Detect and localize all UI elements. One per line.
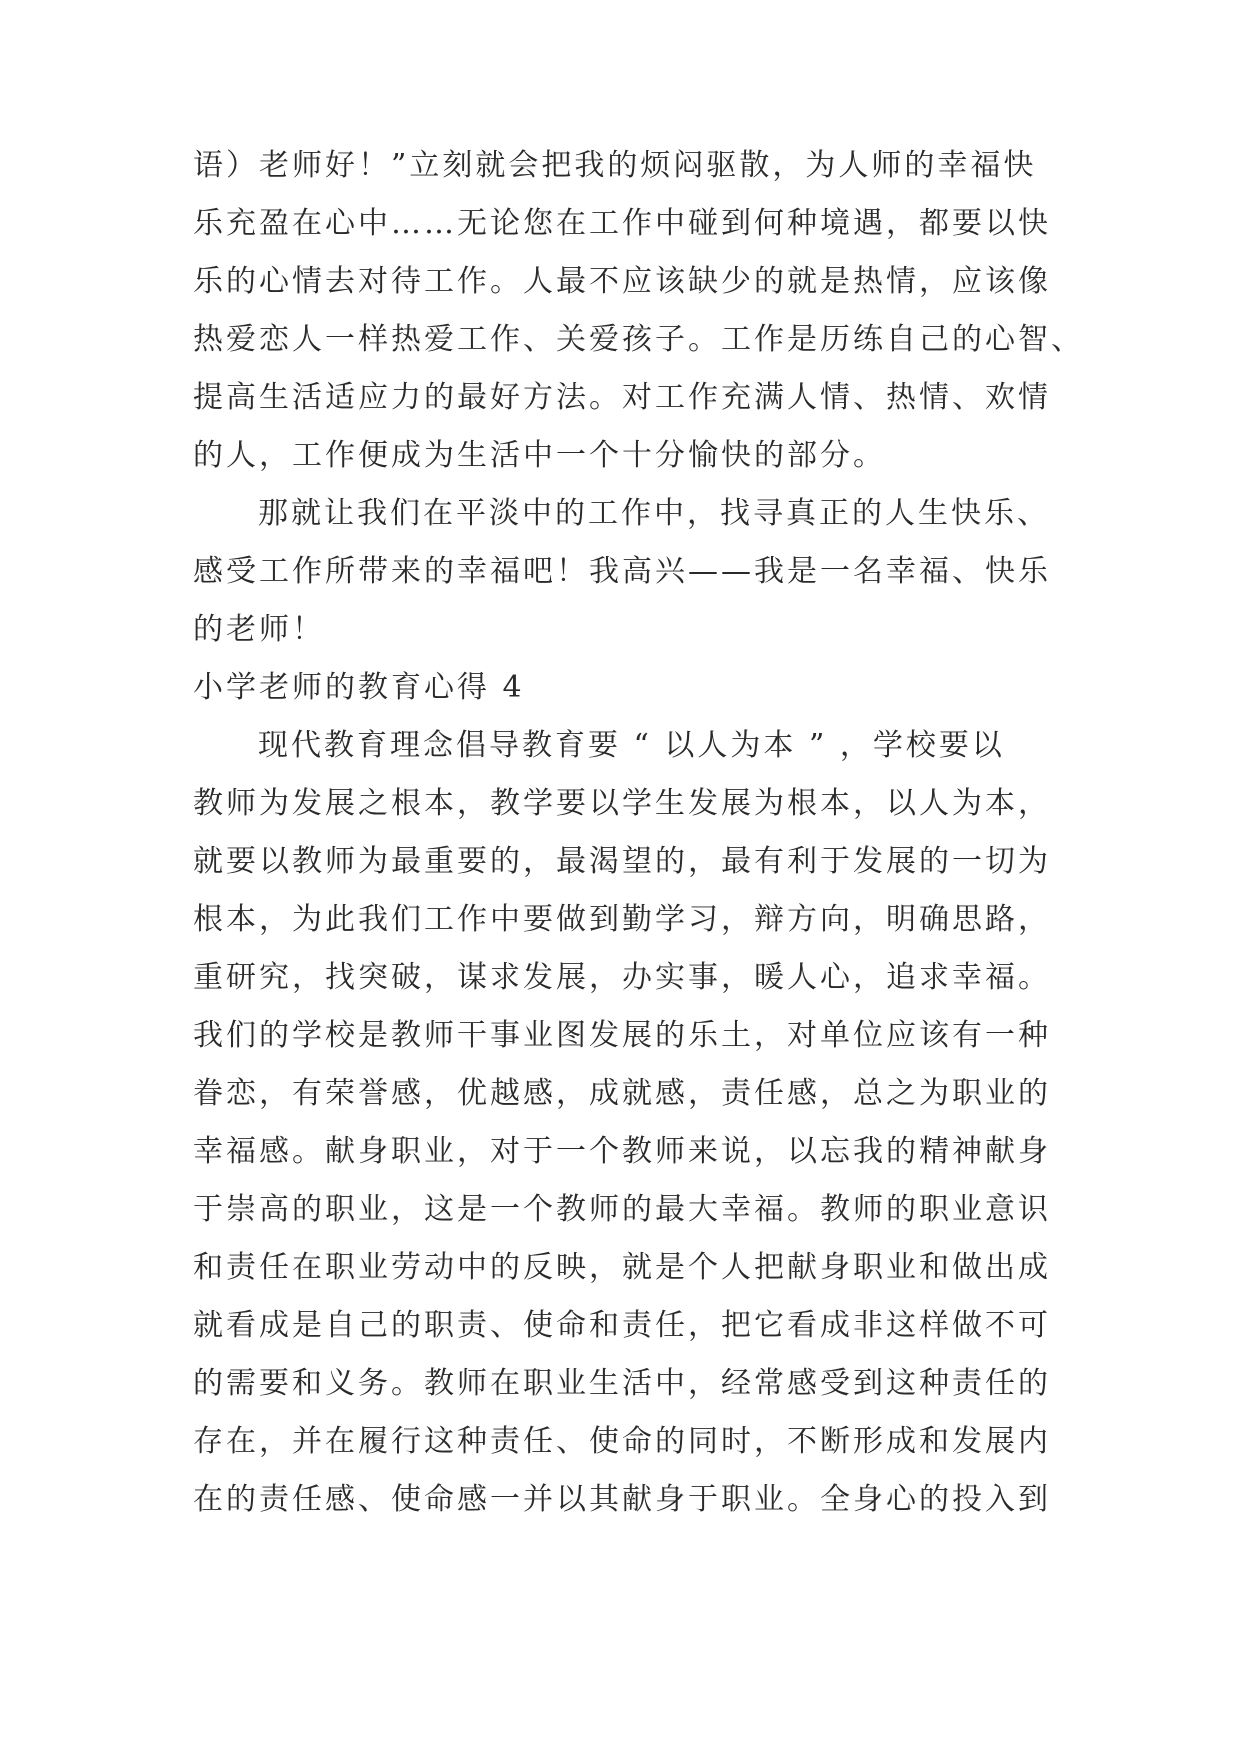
paragraph-line: 就看成是自己的职责、使命和责任，把它看成非这样做不可 (193, 1308, 1051, 1343)
paragraph-line: 那就让我们在平淡中的工作中，找寻真正的人生快乐、 (258, 496, 1050, 531)
paragraph-line: 的需要和义务。教师在职业生活中，经常感受到这种责任的 (193, 1366, 1051, 1401)
paragraph-line: 就要以教师为最重要的，最渴望的，最有利于发展的一切为 (193, 844, 1051, 879)
paragraph-line: 提高生活适应力的最好方法。对工作充满人情、热情、欢情 (193, 380, 1051, 415)
paragraph-line: 的老师！ (193, 612, 325, 647)
paragraph-line: 我们的学校是教师干事业图发展的乐土，对单位应该有一种 (193, 1018, 1051, 1053)
paragraph-line: 感受工作所带来的幸福吧！我高兴——我是一名幸福、快乐 (193, 554, 1051, 589)
paragraph-line: 在的责任感、使命感一并以其献身于职业。全身心的投入到 (193, 1482, 1051, 1517)
paragraph-line: 于崇高的职业，这是一个教师的最大幸福。教师的职业意识 (193, 1192, 1051, 1227)
paragraph-line: 教师为发展之根本，教学要以学生发展为根本，以人为本， (193, 786, 1051, 821)
paragraph-line: 和责任在职业劳动中的反映，就是个人把献身职业和做出成 (193, 1250, 1051, 1285)
paragraph-line: 的人，工作便成为生活中一个十分愉快的部分。 (193, 438, 886, 473)
paragraph-line: 乐的心情去对待工作。人最不应该缺少的就是热情，应该像 (193, 264, 1051, 299)
paragraph-line: 乐充盈在心中……无论您在工作中碰到何种境遇，都要以快 (193, 206, 1051, 241)
section-heading: 小学老师的教育心得 4 (193, 670, 525, 705)
paragraph-line: 眷恋，有荣誉感，优越感，成就感，责任感，总之为职业的 (193, 1076, 1051, 1111)
paragraph-line: 存在，并在履行这种责任、使命的同时，不断形成和发展内 (193, 1424, 1051, 1459)
paragraph-line: 重研究，找突破，谋求发展，办实事，暖人心，追求幸福。 (193, 960, 1051, 995)
paragraph-line: 幸福感。献身职业，对于一个教师来说，以忘我的精神献身 (193, 1134, 1051, 1169)
paragraph-line: 热爱恋人一样热爱工作、关爱孩子。工作是历练自己的心智、 (193, 322, 1084, 357)
paragraph-line: 语）老师好！”立刻就会把我的烦闷驱散，为人师的幸福快 (193, 148, 1037, 183)
paragraph-line: 现代教育理念倡导教育要 “ 以人为本 ” ，学校要以 (258, 728, 1005, 763)
paragraph-line: 根本，为此我们工作中要做到勤学习，辩方向，明确思路， (193, 902, 1051, 937)
